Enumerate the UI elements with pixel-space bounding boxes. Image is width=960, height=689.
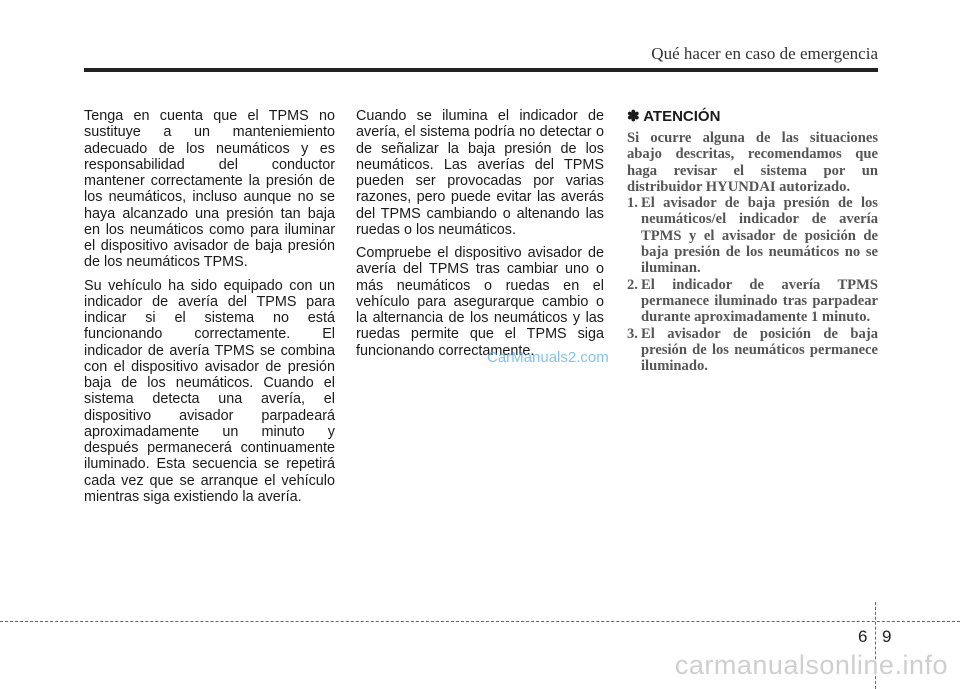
caution-intro: Si ocurre alguna de las situaciones abajo descritas, recomendamos que haga revisar el sistema por un distribuidor HYUNDAI autorizado. xyxy=(627,130,878,195)
list-item xyxy=(627,326,878,375)
chapter-number: 6 xyxy=(858,627,868,646)
column-middle xyxy=(356,108,604,366)
paragraph: Cuando se ilumina el indicador de avería, el sistema podría no detectar o de señalizar la baja presión de los neumáticos. Las averías del TPMS pueden ser provocadas por varias razones, pero puede evitar las averás del TPMS cambiando o altenando las ruedas o los neumáticos. xyxy=(356,108,604,238)
list-item-number: 3. xyxy=(627,325,638,342)
column-left xyxy=(84,108,335,512)
list-item xyxy=(627,195,878,276)
site-watermark: carmanualsonline.info xyxy=(674,650,948,680)
list-item-text: El avisador de baja presión de los neumáticos/el indicador de avería TPMS y el avisador de posición de baja presión de los neumáticos no se iluminan. xyxy=(641,195,878,277)
list-item-number: 1. xyxy=(627,195,638,212)
paragraph: Su vehículo ha sido equipado con un indicador de avería del TPMS para indicar si el sistema no está funcionando correctamente. El indicador de avería TPMS se combina con el dispositivo avisador de presión baja de los neumáticos. Cuando el sistema detecta una avería, el dispositivo avisador parpadeará aproximadamente un minuto y después permanecerá continuamente iluminado. Esta secuencia se repetirá cada vez que se arranque el vehículo mientras siga existiendo la avería. xyxy=(84,277,335,505)
asterisk-icon: ✽ xyxy=(627,108,640,125)
list-item-number: 2. xyxy=(627,276,638,293)
caution-title xyxy=(627,108,878,126)
caution-title-text: ATENCIÓN xyxy=(643,108,721,125)
paragraph: Compruebe el dispositivo avisador de avería del TPMS tras cambiar uno o más neumáticos o ruedas en el vehículo para asegurarque cambio o la alternancia de los neumáticos y las ruedas permite que el TPMS siga funcionando correctamente. xyxy=(356,245,604,359)
header-rule xyxy=(84,68,878,72)
caution-box xyxy=(627,108,878,374)
caution-list xyxy=(627,195,878,374)
page-number: 9 xyxy=(882,627,892,646)
footer-dashed-rule xyxy=(0,621,960,622)
caution-body xyxy=(627,130,878,374)
paragraph: Tenga en cuenta que el TPMS no sustituye a un manteniemiento adecuado de los neumáticos y es responsabilidad del conductor mantener correctamente la presión de los neumáticos, incluso aunque no se haya alcanzado una presión tan baja en los neumáticos como para iluminar el dispositivo avisador de baja presión de los neumáticos TPMS. xyxy=(84,108,335,271)
header-title: Qué hacer en caso de emergencia xyxy=(651,44,878,63)
list-item-text: El avisador de posición de baja presión de los neumáticos permanece iluminado. xyxy=(641,325,878,375)
watermark-link[interactable]: CarManuals2.com xyxy=(487,349,609,366)
list-item xyxy=(627,277,878,326)
list-item-text: El indicador de avería TPMS permanece iluminado tras parpadear durante aproximadamente 1 minuto. xyxy=(641,276,878,326)
